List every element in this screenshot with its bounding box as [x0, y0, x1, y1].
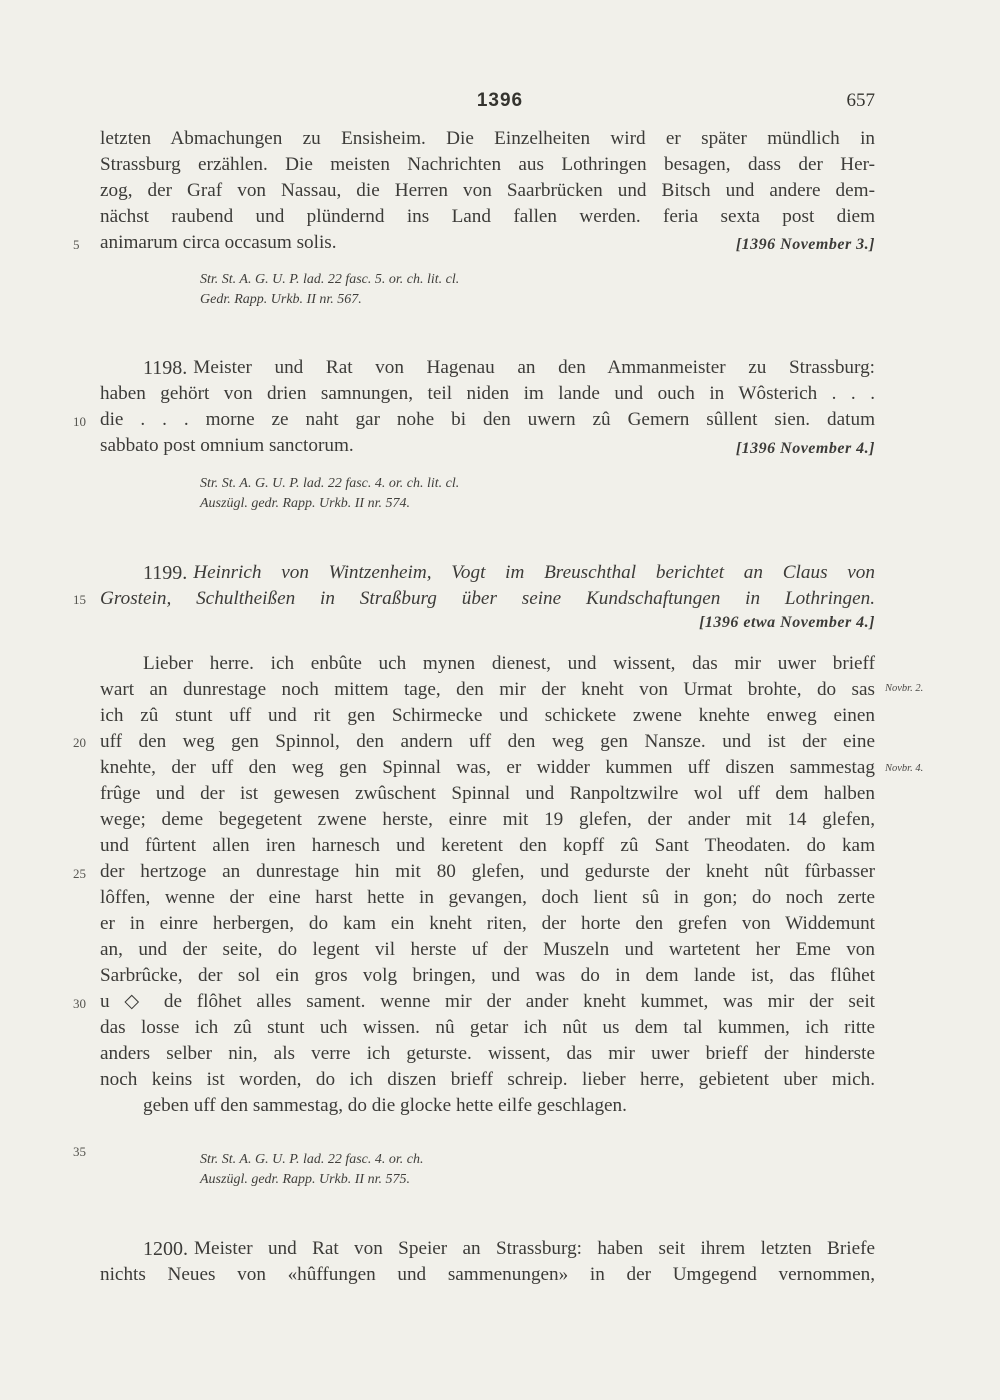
text-line: die . . . morne ze naht gar nohe bi den uwern zû Gemern sûllent sien. datum: [100, 409, 875, 430]
text-line: haben gehört von drien samnungen, teil niden im lande und ouch in Wôsterich . . .: [100, 383, 875, 404]
text-line: Meister und Rat von Speier an Strassburg: haben seit ihrem letzten Briefe: [194, 1238, 875, 1259]
text-line: animarum circa occasum solis.: [100, 232, 337, 253]
line-number: 20: [73, 735, 86, 750]
entry-number: 1199.: [143, 562, 188, 584]
line-number: 35: [73, 1144, 86, 1159]
text-line: er in einre herbergen, do kam ein kneht riten, der horte den grefen von Widdemunt: [100, 913, 875, 934]
text-line: anders selber nin, als verre ich geturste. wissent, das mir uwer brieff der hinderste: [100, 1043, 875, 1064]
text-line: Sarbrûcke, der sol ein gros volg bringen, und was do in dem lande ist, das flûhet: [100, 965, 875, 986]
text-line: u ◇ de flôhet alles sament. wenne mir der ander kneht kummet, was mir der seit: [100, 991, 875, 1012]
line-number: 15: [73, 592, 86, 607]
entry-number: 1200.: [143, 1238, 188, 1260]
entry-number: 1198.: [143, 357, 188, 379]
text-line: Strassburg erzählen. Die meisten Nachrichten aus Lothringen besagen, dass der Her-: [100, 154, 875, 175]
text-line: letzten Abmachungen zu Ensisheim. Die Einzelheiten wird er später mündlich in: [100, 128, 875, 149]
entry-1198-first-line: [143, 355, 875, 381]
source-line: Str. St. A. G. U. P. lad. 22 fasc. 4. or. ch. lit. cl.: [200, 476, 460, 491]
text-line: nächst raubend und plündernd ins Land fallen werden. feria sexta post diem: [100, 206, 875, 227]
entry-1200-first-line: [143, 1236, 875, 1262]
text-line: noch keins ist worden, do ich diszen brieff schreip. lieber herre, gebietent uber mich.: [100, 1069, 875, 1090]
line-number: 30: [73, 996, 86, 1011]
margin-note: Novbr. 2.: [885, 683, 924, 694]
text-line: an, und der seite, do legent vil herste uf der Muszeln und wartetent her Eme von: [100, 939, 875, 960]
heading-line: Grostein, Schultheißen in Straßburg über seine Kundschaftungen in Lothringen.: [100, 588, 875, 609]
date-note: [1396 etwa November 4.]: [699, 614, 875, 631]
text-line: wart an dunrestage noch mittem tage, den mir der kneht von Urmat brohte, do sas: [100, 679, 875, 700]
line-number: 5: [73, 237, 80, 252]
source-line: Auszügl. gedr. Rapp. Urkb. II nr. 575.: [200, 1172, 410, 1187]
text-line: sabbato post omnium sanctorum.: [100, 435, 354, 456]
source-line: Auszügl. gedr. Rapp. Urkb. II nr. 574.: [200, 496, 410, 511]
source-line: Gedr. Rapp. Urkb. II nr. 567.: [200, 292, 362, 307]
text-line: lôffen, wenne der eine harst hette in gevangen, doch lient sû in gon; do noch zerte: [100, 887, 875, 908]
text-line: zog, der Graf von Nassau, die Herren von Saarbrücken und Bitsch und andere dem-: [100, 180, 875, 201]
date-note: [1396 November 4.]: [735, 440, 875, 457]
source-line: Str. St. A. G. U. P. lad. 22 fasc. 4. or. ch.: [200, 1152, 424, 1167]
text-line: frûge und der ist gewesen zwûschent Spinnal und Ranpoltzwilre wol uff dem halben: [100, 783, 875, 804]
text-line: Meister und Rat von Hagenau an den Ammanmeister zu Strassburg:: [193, 357, 875, 378]
text-line: nichts Neues von «hûffungen und sammenungen» in der Umgegend vernommen,: [100, 1264, 875, 1285]
text-line: ich zû stunt uff und rit gen Schirmecke und schickete zwene knehte enweg einen: [100, 705, 875, 726]
text-line: und fûrtent allen iren harnesch und keretent den kopff zû Sant Theodaten. do kam: [100, 835, 875, 856]
margin-note: Novbr. 4.: [885, 763, 924, 774]
text-line: knehte, der uff den weg gen Spinnal was, er widder kummen uff diszen sammestag: [100, 757, 875, 778]
text-line: das losse ich zû stunt uch wissen. nû getar ich nût us dem tal kummen, ich ritte: [100, 1017, 875, 1038]
running-head-year: 1396: [476, 90, 524, 111]
page-number: 657: [846, 90, 875, 111]
text-line: geben uff den sammestag, do die glocke hette eilfe geschlagen.: [143, 1095, 627, 1116]
heading-line: Heinrich von Wintzenheim, Vogt im Breuschthal berichtet an Claus von: [193, 562, 875, 583]
line-number: 10: [73, 414, 86, 429]
entry-1199-heading-line: [143, 560, 875, 586]
text-line: uff den weg gen Spinnol, den andern uff den weg gen Nansze. und ist der eine: [100, 731, 875, 752]
text-line: wege; deme begegetent zwene herste, einre mit 19 glefen, der ander mit 14 glefen,: [100, 809, 875, 830]
source-line: Str. St. A. G. U. P. lad. 22 fasc. 5. or. ch. lit. cl.: [200, 272, 460, 287]
text-line: Lieber herre. ich enbûte uch mynen dienest, und wissent, das mir uwer brieff: [143, 653, 875, 674]
text-line: der hertzoge an dunrestage hin mit 80 glefen, und gedurste der kneht nût fûrbasser: [100, 861, 875, 882]
line-number: 25: [73, 866, 86, 881]
date-note: [1396 November 3.]: [735, 236, 875, 253]
